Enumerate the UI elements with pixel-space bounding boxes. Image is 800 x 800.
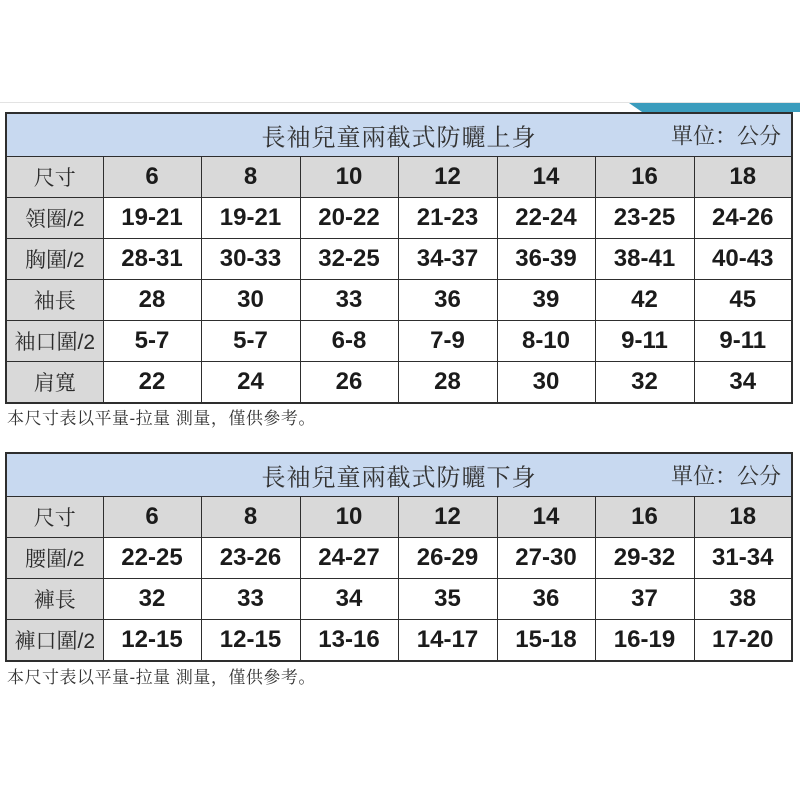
lower-measurement-note: 本尺寸表以平量-拉量 測量，僅供參考。 xyxy=(7,668,316,687)
value-cell: 36 xyxy=(497,579,595,620)
size-cell: 16 xyxy=(595,157,694,198)
value-cell: 5-7 xyxy=(201,321,300,362)
size-cell: 18 xyxy=(694,497,792,538)
row-label-cell: 肩寬 xyxy=(6,362,103,404)
value-cell: 5-7 xyxy=(103,321,201,362)
lower-table-title: 長袖兒童兩截式防曬下身 xyxy=(261,464,537,492)
value-cell: 12-15 xyxy=(103,620,201,662)
size-cell: 12 xyxy=(398,497,497,538)
upper-measurement-note: 本尺寸表以平量-拉量 測量，僅供參考。 xyxy=(7,409,316,428)
value-cell: 38-41 xyxy=(595,239,694,280)
lower-unit-label: 單位：公分 xyxy=(670,463,781,489)
size-label-cell: 尺寸 xyxy=(6,497,103,538)
value-cell: 19-21 xyxy=(201,198,300,239)
value-cell: 22-25 xyxy=(103,538,201,579)
upper-table-title: 長袖兒童兩截式防曬上身 xyxy=(261,124,537,152)
value-cell: 23-26 xyxy=(201,538,300,579)
value-cell: 21-23 xyxy=(398,198,497,239)
value-cell: 34 xyxy=(300,579,398,620)
size-cell: 14 xyxy=(497,497,595,538)
value-cell: 28 xyxy=(103,280,201,321)
size-cell: 6 xyxy=(103,157,201,198)
size-cell: 6 xyxy=(103,497,201,538)
table-row xyxy=(6,579,792,620)
value-cell: 28 xyxy=(398,362,497,404)
value-cell: 34 xyxy=(694,362,792,404)
row-label-cell: 胸圍/2 xyxy=(6,239,103,280)
value-cell: 36 xyxy=(398,280,497,321)
value-cell: 14-17 xyxy=(398,620,497,662)
row-label-cell: 褲長 xyxy=(6,579,103,620)
size-cell: 10 xyxy=(300,497,398,538)
value-cell: 13-16 xyxy=(300,620,398,662)
value-cell: 37 xyxy=(595,579,694,620)
value-cell: 28-31 xyxy=(103,239,201,280)
upper-size-table xyxy=(5,112,793,404)
value-cell: 24 xyxy=(201,362,300,404)
value-cell: 24-27 xyxy=(300,538,398,579)
value-cell: 12-15 xyxy=(201,620,300,662)
row-label-cell: 褲口圍/2 xyxy=(6,620,103,662)
upper-size-header-row xyxy=(6,157,792,198)
table-row xyxy=(6,198,792,239)
value-cell: 15-18 xyxy=(497,620,595,662)
value-cell: 30 xyxy=(497,362,595,404)
value-cell: 45 xyxy=(694,280,792,321)
value-cell: 8-10 xyxy=(497,321,595,362)
size-label-cell: 尺寸 xyxy=(6,157,103,198)
value-cell: 39 xyxy=(497,280,595,321)
value-cell: 16-19 xyxy=(595,620,694,662)
value-cell: 30-33 xyxy=(201,239,300,280)
lower-title-cell xyxy=(6,453,792,497)
value-cell: 9-11 xyxy=(595,321,694,362)
teal-ribbon-accent xyxy=(629,103,800,112)
value-cell: 40-43 xyxy=(694,239,792,280)
value-cell: 7-9 xyxy=(398,321,497,362)
value-cell: 32 xyxy=(595,362,694,404)
value-cell: 32-25 xyxy=(300,239,398,280)
size-cell: 8 xyxy=(201,497,300,538)
row-label-cell: 袖口圍/2 xyxy=(6,321,103,362)
value-cell: 26-29 xyxy=(398,538,497,579)
lower-title-row xyxy=(6,453,792,497)
divider-line xyxy=(0,102,800,103)
value-cell: 36-39 xyxy=(497,239,595,280)
size-cell: 12 xyxy=(398,157,497,198)
value-cell: 34-37 xyxy=(398,239,497,280)
value-cell: 30 xyxy=(201,280,300,321)
table-row xyxy=(6,362,792,404)
row-label-cell: 袖長 xyxy=(6,280,103,321)
lower-size-table xyxy=(5,452,793,662)
size-cell: 8 xyxy=(201,157,300,198)
value-cell: 6-8 xyxy=(300,321,398,362)
value-cell: 23-25 xyxy=(595,198,694,239)
size-cell: 16 xyxy=(595,497,694,538)
value-cell: 26 xyxy=(300,362,398,404)
table-row xyxy=(6,280,792,321)
size-cell: 18 xyxy=(694,157,792,198)
value-cell: 38 xyxy=(694,579,792,620)
value-cell: 33 xyxy=(201,579,300,620)
value-cell: 9-11 xyxy=(694,321,792,362)
row-label-cell: 腰圍/2 xyxy=(6,538,103,579)
table-row xyxy=(6,239,792,280)
value-cell: 35 xyxy=(398,579,497,620)
value-cell: 32 xyxy=(103,579,201,620)
row-label-cell: 領圈/2 xyxy=(6,198,103,239)
value-cell: 24-26 xyxy=(694,198,792,239)
value-cell: 20-22 xyxy=(300,198,398,239)
table-row xyxy=(6,620,792,662)
value-cell: 31-34 xyxy=(694,538,792,579)
value-cell: 29-32 xyxy=(595,538,694,579)
value-cell: 19-21 xyxy=(103,198,201,239)
lower-size-header-row xyxy=(6,497,792,538)
upper-unit-label: 單位：公分 xyxy=(670,123,781,149)
value-cell: 17-20 xyxy=(694,620,792,662)
upper-title-cell xyxy=(6,113,792,157)
value-cell: 22 xyxy=(103,362,201,404)
upper-title-row xyxy=(6,113,792,157)
table-row xyxy=(6,321,792,362)
value-cell: 33 xyxy=(300,280,398,321)
size-cell: 10 xyxy=(300,157,398,198)
size-cell: 14 xyxy=(497,157,595,198)
value-cell: 27-30 xyxy=(497,538,595,579)
table-row xyxy=(6,538,792,579)
value-cell: 42 xyxy=(595,280,694,321)
value-cell: 22-24 xyxy=(497,198,595,239)
